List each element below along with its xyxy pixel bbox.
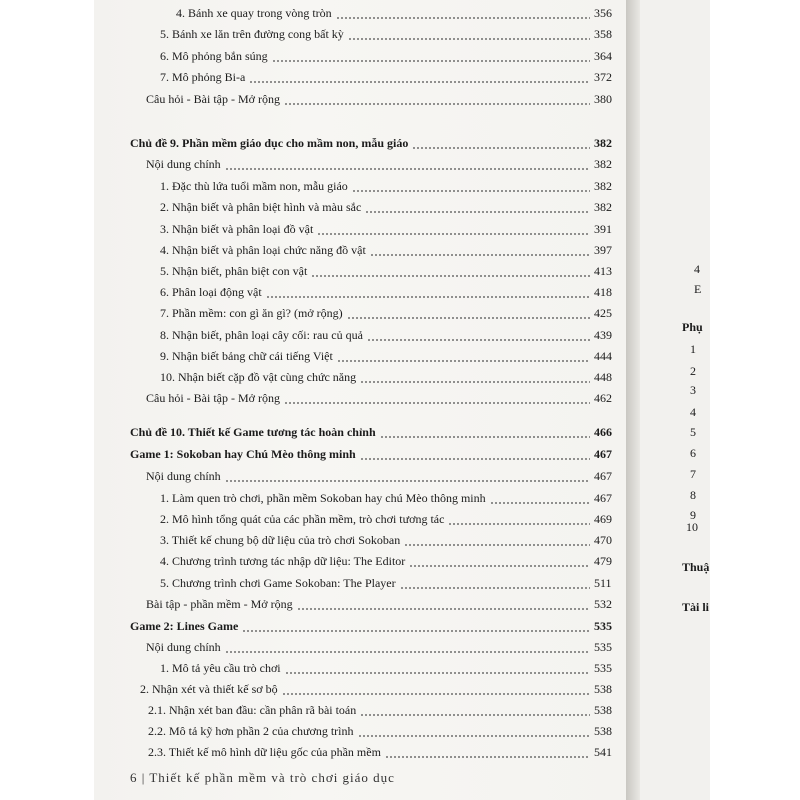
- toc-page-number: 538: [594, 724, 612, 738]
- toc-page-number: 382: [594, 157, 612, 171]
- toc-page-number: 466: [594, 425, 612, 439]
- dot-leader: [409, 554, 590, 568]
- right-page-text: 4: [694, 262, 700, 276]
- toc-entry: [146, 92, 612, 106]
- toc-entry: [146, 157, 612, 171]
- toc-entry-title: 9. Nhận biết bảng chữ cái tiếng Việt: [160, 349, 333, 363]
- toc-entry-title: 3. Nhận biết và phân loại đồ vật: [160, 222, 314, 236]
- toc-page-number: 479: [594, 554, 612, 568]
- dot-leader: [360, 370, 590, 384]
- toc-page-number: 469: [594, 512, 612, 526]
- right-page-text: 8: [690, 488, 696, 502]
- toc-entry-title: 2.2. Mô tả kỹ hơn phần 2 của chương trình: [148, 724, 354, 738]
- toc-entry: [146, 597, 612, 611]
- dot-leader: [336, 6, 590, 20]
- toc-entry-title: 2. Mô hình tổng quát của các phần mềm, trò chơi tương tác: [160, 512, 445, 526]
- toc-entry: [160, 243, 612, 257]
- toc-page-number: 372: [594, 70, 612, 84]
- toc-entry: [130, 619, 612, 633]
- toc-entry: [160, 200, 612, 214]
- toc-entry: [160, 349, 612, 363]
- toc-page-number: 541: [594, 745, 612, 759]
- dot-leader: [347, 306, 590, 320]
- toc-page-number: 364: [594, 49, 612, 63]
- dot-leader: [448, 512, 590, 526]
- toc-page-number: 413: [594, 264, 612, 278]
- toc-entry-title: Chủ đề 9. Phần mềm giáo dục cho mầm non, mẫu giáo: [130, 136, 409, 150]
- toc-entry-title: 7. Phần mềm: con gì ăn gì? (mở rộng): [160, 306, 343, 320]
- toc-entry-title: 8. Nhận biết, phân loại cây cối: rau củ quả: [160, 328, 363, 342]
- toc-entry: [160, 491, 612, 505]
- toc-page-number: 391: [594, 222, 612, 236]
- toc-entry: [160, 533, 612, 547]
- toc-entry: [160, 222, 612, 236]
- toc-entry-title: 1. Mô tả yêu cầu trò chơi: [160, 661, 281, 675]
- toc-page-number: 462: [594, 391, 612, 405]
- dot-leader: [337, 349, 590, 363]
- dot-leader: [317, 222, 590, 236]
- toc-entry-title: 3. Thiết kế chung bộ dữ liệu của trò chơi Sokoban: [160, 533, 401, 547]
- toc-entry: [160, 306, 612, 320]
- toc-entry: [148, 745, 612, 759]
- toc-entry: [160, 179, 612, 193]
- toc-entry-title: 2. Nhận xét và thiết kế sơ bộ: [140, 682, 278, 696]
- toc-entry-title: Bài tập - phần mềm - Mở rộng: [146, 597, 293, 611]
- dot-leader: [360, 447, 590, 461]
- toc-entry-title: 6. Mô phỏng bắn súng: [160, 49, 268, 63]
- dot-leader: [311, 264, 590, 278]
- toc-entry: [148, 703, 612, 717]
- dot-leader: [380, 425, 590, 439]
- toc-page-number: 444: [594, 349, 612, 363]
- dot-leader: [404, 533, 590, 547]
- dot-leader: [412, 136, 590, 150]
- toc-page-number: 535: [594, 640, 612, 654]
- dot-leader: [249, 70, 590, 84]
- toc-page-number: 467: [594, 447, 612, 461]
- toc-entry-title: Câu hỏi - Bài tập - Mở rộng: [146, 92, 280, 106]
- dot-leader: [225, 469, 590, 483]
- toc-entry-title: Game 1: Sokoban hay Chú Mèo thông minh: [130, 447, 356, 461]
- right-page-text: 3: [690, 383, 696, 397]
- right-page-text: 2: [690, 364, 696, 378]
- toc-entry-title: 7. Mô phỏng Bi-a: [160, 70, 246, 84]
- toc-entry-title: 1. Làm quen trò chơi, phần mềm Sokoban hay chú Mèo thông minh: [160, 491, 486, 505]
- toc-page-number: 382: [594, 136, 612, 150]
- dot-leader: [400, 576, 590, 590]
- dot-leader: [367, 328, 590, 342]
- dot-leader: [225, 157, 590, 171]
- book-spine: [626, 0, 640, 800]
- toc-entry: [160, 285, 612, 299]
- toc-entry: [176, 6, 612, 20]
- toc-page-number: 425: [594, 306, 612, 320]
- toc-entry-title: Chủ đề 10. Thiết kế Game tương tác hoàn chỉnh: [130, 425, 376, 439]
- toc-page-number: 538: [594, 682, 612, 696]
- toc-entry: [160, 49, 612, 63]
- right-page-text: 4: [690, 405, 696, 419]
- dot-leader: [385, 745, 590, 759]
- toc-entry: [148, 724, 612, 738]
- page-footer: 6 | Thiết kế phần mềm và trò chơi giáo dục: [130, 770, 395, 785]
- toc-entry: [140, 682, 612, 696]
- toc-page-number: 356: [594, 6, 612, 20]
- toc-entry-title: Nội dung chính: [146, 157, 221, 171]
- toc-entry: [160, 370, 612, 384]
- right-page-text: Phụ: [682, 320, 703, 334]
- right-page-text: Thuậ: [682, 560, 710, 574]
- toc-entry-title: Câu hỏi - Bài tập - Mở rộng: [146, 391, 280, 405]
- dot-leader: [284, 391, 590, 405]
- dot-leader: [348, 27, 590, 41]
- dot-leader: [272, 49, 590, 63]
- toc-entry: [160, 70, 612, 84]
- right-page-text: E: [694, 282, 702, 296]
- toc-entry-title: 4. Bánh xe quay trong vòng tròn: [176, 6, 332, 20]
- toc-page-number: 418: [594, 285, 612, 299]
- toc-page-number: 382: [594, 179, 612, 193]
- dot-leader: [285, 661, 590, 675]
- toc-entry-title: 2.3. Thiết kế mô hình dữ liệu gốc của phần mềm: [148, 745, 381, 759]
- toc-entry: [160, 27, 612, 41]
- toc-page-number: 467: [594, 491, 612, 505]
- right-page-text: 5: [690, 425, 696, 439]
- right-page-text: 6: [690, 446, 696, 460]
- toc-entry-title: Game 2: Lines Game: [130, 619, 239, 633]
- toc-page-number: 380: [594, 92, 612, 106]
- toc-page-number: 535: [594, 661, 612, 675]
- toc-entry-title: 2. Nhận biết và phân biệt hình và màu sắc: [160, 200, 362, 214]
- dot-leader: [490, 491, 590, 505]
- toc-entry: [146, 391, 612, 405]
- toc-entry: [146, 640, 612, 654]
- toc-entry-title: 4. Chương trình tương tác nhập dữ liệu: The Editor: [160, 554, 406, 568]
- toc-entry-title: 1. Đặc thù lứa tuổi mầm non, mẫu giáo: [160, 179, 348, 193]
- toc-page-number: 358: [594, 27, 612, 41]
- toc-entry: [160, 554, 612, 568]
- toc-entry-title: Nội dung chính: [146, 469, 221, 483]
- toc-page-number: 397: [594, 243, 612, 257]
- toc-page-number: 448: [594, 370, 612, 384]
- toc-entry-title: 10. Nhận biết cặp đồ vật cùng chức năng: [160, 370, 357, 384]
- toc-page-number: 532: [594, 597, 612, 611]
- dot-leader: [282, 682, 590, 696]
- right-page-text: 1: [690, 342, 696, 356]
- dot-leader: [365, 200, 590, 214]
- toc-entry-title: 6. Phân loại động vật: [160, 285, 262, 299]
- toc-page-number: 470: [594, 533, 612, 547]
- toc-entry-title: 5. Chương trình chơi Game Sokoban: The Player: [160, 576, 396, 590]
- dot-leader: [360, 703, 590, 717]
- toc-entry-title: Nội dung chính: [146, 640, 221, 654]
- dot-leader: [266, 285, 590, 299]
- toc-entry: [130, 136, 612, 150]
- toc-entry: [160, 264, 612, 278]
- toc-entry-title: 4. Nhận biết và phân loại chức năng đồ vật: [160, 243, 366, 257]
- toc-page-number: 538: [594, 703, 612, 717]
- dot-leader: [358, 724, 590, 738]
- toc-entry: [130, 425, 612, 439]
- toc-entry: [160, 576, 612, 590]
- toc-page-number: 535: [594, 619, 612, 633]
- toc-page-number: 439: [594, 328, 612, 342]
- right-page-text: 7: [690, 467, 696, 481]
- toc-page-number: 511: [594, 576, 612, 590]
- toc-entry: [146, 469, 612, 483]
- dot-leader: [284, 92, 590, 106]
- toc-page-number: 382: [594, 200, 612, 214]
- right-page-text: 10: [686, 520, 698, 534]
- right-page-text: 9: [690, 508, 696, 522]
- dot-leader: [242, 619, 590, 633]
- book-page-right: [640, 0, 710, 800]
- dot-leader: [297, 597, 590, 611]
- toc-entry: [130, 447, 612, 461]
- dot-leader: [225, 640, 590, 654]
- toc-entry-title: 2.1. Nhận xét ban đầu: cần phân rã bài toán: [148, 703, 357, 717]
- toc-entry-title: 5. Bánh xe lăn trên đường cong bất kỳ: [160, 27, 344, 41]
- toc-entry: [160, 512, 612, 526]
- dot-leader: [370, 243, 590, 257]
- toc-page-number: 467: [594, 469, 612, 483]
- toc-entry: [160, 328, 612, 342]
- right-page-text: Tài li: [682, 600, 710, 614]
- toc-entry-title: 5. Nhận biết, phân biệt con vật: [160, 264, 308, 278]
- dot-leader: [352, 179, 590, 193]
- toc-entry: [160, 661, 612, 675]
